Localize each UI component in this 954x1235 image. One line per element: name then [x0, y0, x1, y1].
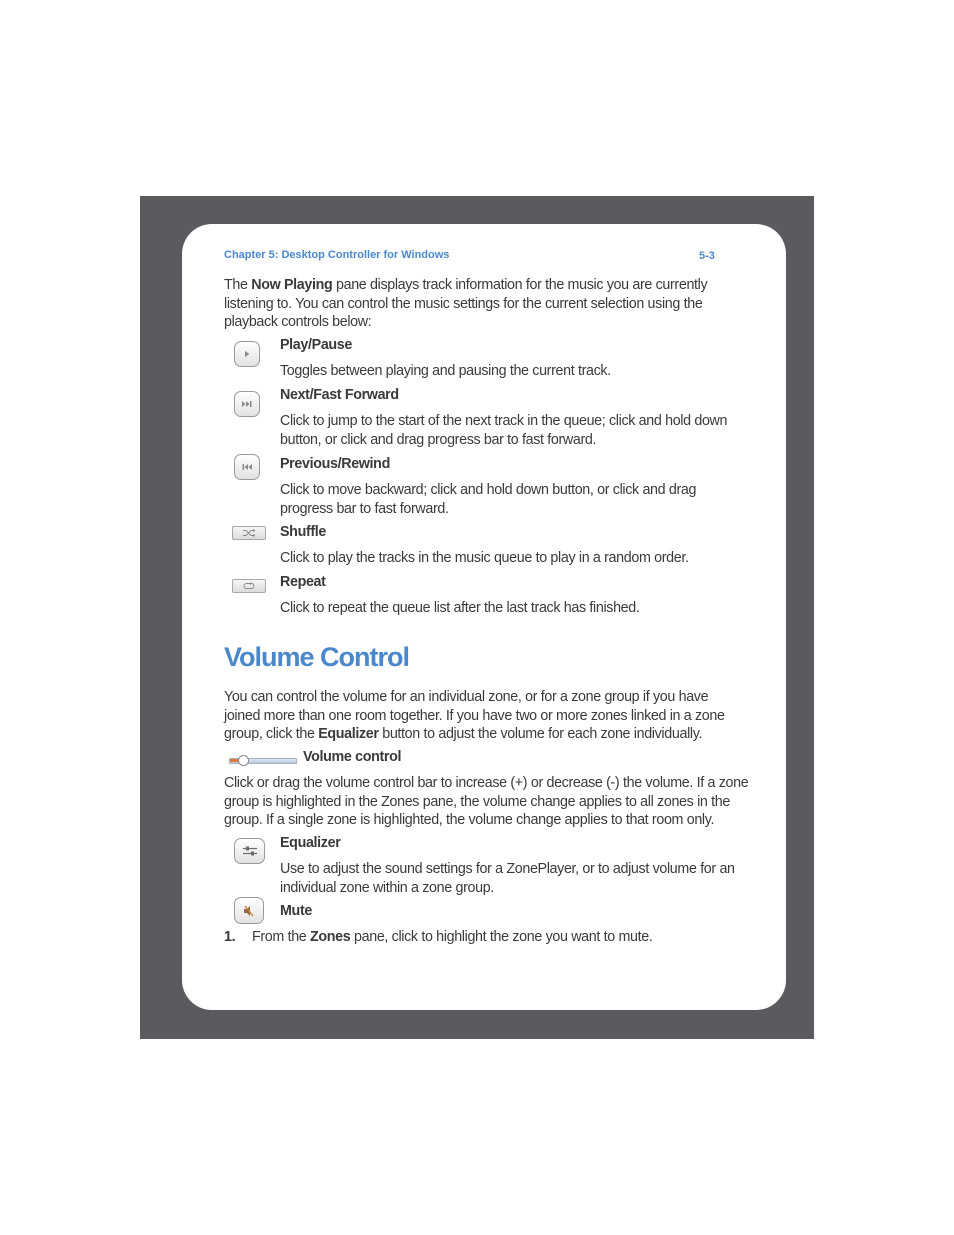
equalizer-term: Equalizer — [318, 726, 379, 743]
volume-control-label: Volume control — [303, 749, 402, 765]
next-label: Next/Fast Forward — [280, 387, 399, 403]
equalizer-description-line: individual zone within a zone group. — [280, 879, 494, 896]
intro-text: pane displays track information for the music you are currently — [332, 277, 708, 293]
next-description-line: button, or click and drag progress bar to fast forward. — [280, 431, 597, 448]
intro-text: listening to. You can control the music settings for the current selection using the — [224, 295, 703, 312]
repeat-label: Repeat — [280, 574, 326, 590]
equalizer-label: Equalizer — [280, 835, 341, 851]
previous-button[interactable] — [234, 454, 260, 480]
previous-description-line: Click to move backward; click and hold down button, or click and drag — [280, 482, 697, 498]
shuffle-icon — [242, 529, 256, 537]
volume-paragraph-line: You can control the volume for an individual zone, or for a zone group if you have — [224, 689, 709, 705]
intro-text: playback controls below: — [224, 314, 372, 331]
volume-description-line: group is highlighted in the Zones pane, the volume change applies to all zones in the — [224, 793, 730, 810]
section-heading: Volume Control — [224, 642, 409, 672]
next-icon — [241, 399, 253, 409]
previous-description — [280, 481, 760, 518]
volume-slider[interactable] — [229, 755, 297, 765]
intro-text: The — [224, 277, 252, 293]
next-description — [280, 412, 760, 449]
play-icon — [242, 349, 252, 359]
step-text-part: From the — [252, 929, 311, 945]
equalizer-button[interactable] — [234, 838, 265, 864]
step-text — [252, 928, 652, 947]
play-pause-button[interactable] — [234, 341, 260, 367]
volume-slider-thumb[interactable] — [238, 755, 249, 766]
repeat-button[interactable] — [232, 579, 266, 593]
step-number — [224, 928, 235, 947]
repeat-description: Click to repeat the queue list after the last track has finished. — [280, 600, 640, 616]
volume-description-line: Click or drag the volume control bar to increase (+) or decrease (-) the volume. If a zone — [224, 775, 749, 791]
previous-label: Previous/Rewind — [280, 456, 390, 472]
chapter-header: Chapter 5: Desktop Controller for Windows — [224, 249, 450, 261]
volume-paragraph — [224, 688, 764, 744]
equalizer-icon — [241, 845, 259, 857]
next-button[interactable] — [234, 391, 260, 417]
volume-paragraph-line: joined more than one room together. If you have two or more zones linked in a zone — [224, 707, 725, 724]
volume-description — [224, 774, 764, 830]
next-description-line: Click to jump to the start of the next track in the queue; click and hold down — [280, 413, 728, 429]
repeat-icon — [242, 582, 256, 590]
play-pause-description: Toggles between playing and pausing the current track. — [280, 363, 611, 379]
now-playing-term: Now Playing — [251, 277, 333, 293]
mute-button[interactable] — [234, 897, 264, 924]
zones-term: Zones — [310, 929, 351, 945]
previous-icon — [241, 462, 253, 472]
play-pause-label: Play/Pause — [280, 337, 353, 353]
step-text-part: pane, click to highlight the zone you want to mute. — [350, 929, 653, 945]
mute-label: Mute — [280, 903, 312, 919]
previous-description-line: progress bar to fast forward. — [280, 500, 449, 517]
shuffle-label: Shuffle — [280, 524, 326, 540]
equalizer-description — [280, 860, 760, 897]
mute-icon — [242, 905, 256, 917]
volume-paragraph-text: group, click the — [224, 726, 319, 743]
volume-paragraph-text: button to adjust the volume for each zone individually. — [378, 726, 703, 743]
shuffle-description: Click to play the tracks in the music queue to play in a random order. — [280, 550, 689, 566]
step-number-text: 1. — [224, 929, 236, 945]
shuffle-button[interactable] — [232, 526, 266, 540]
equalizer-description-line: Use to adjust the sound settings for a ZonePlayer, or to adjust volume for an — [280, 861, 735, 877]
intro-paragraph — [224, 276, 764, 332]
volume-description-line: group. If a single zone is highlighted, the volume change applies to that room only. — [224, 812, 715, 829]
page-number: 5-3 — [699, 250, 715, 262]
